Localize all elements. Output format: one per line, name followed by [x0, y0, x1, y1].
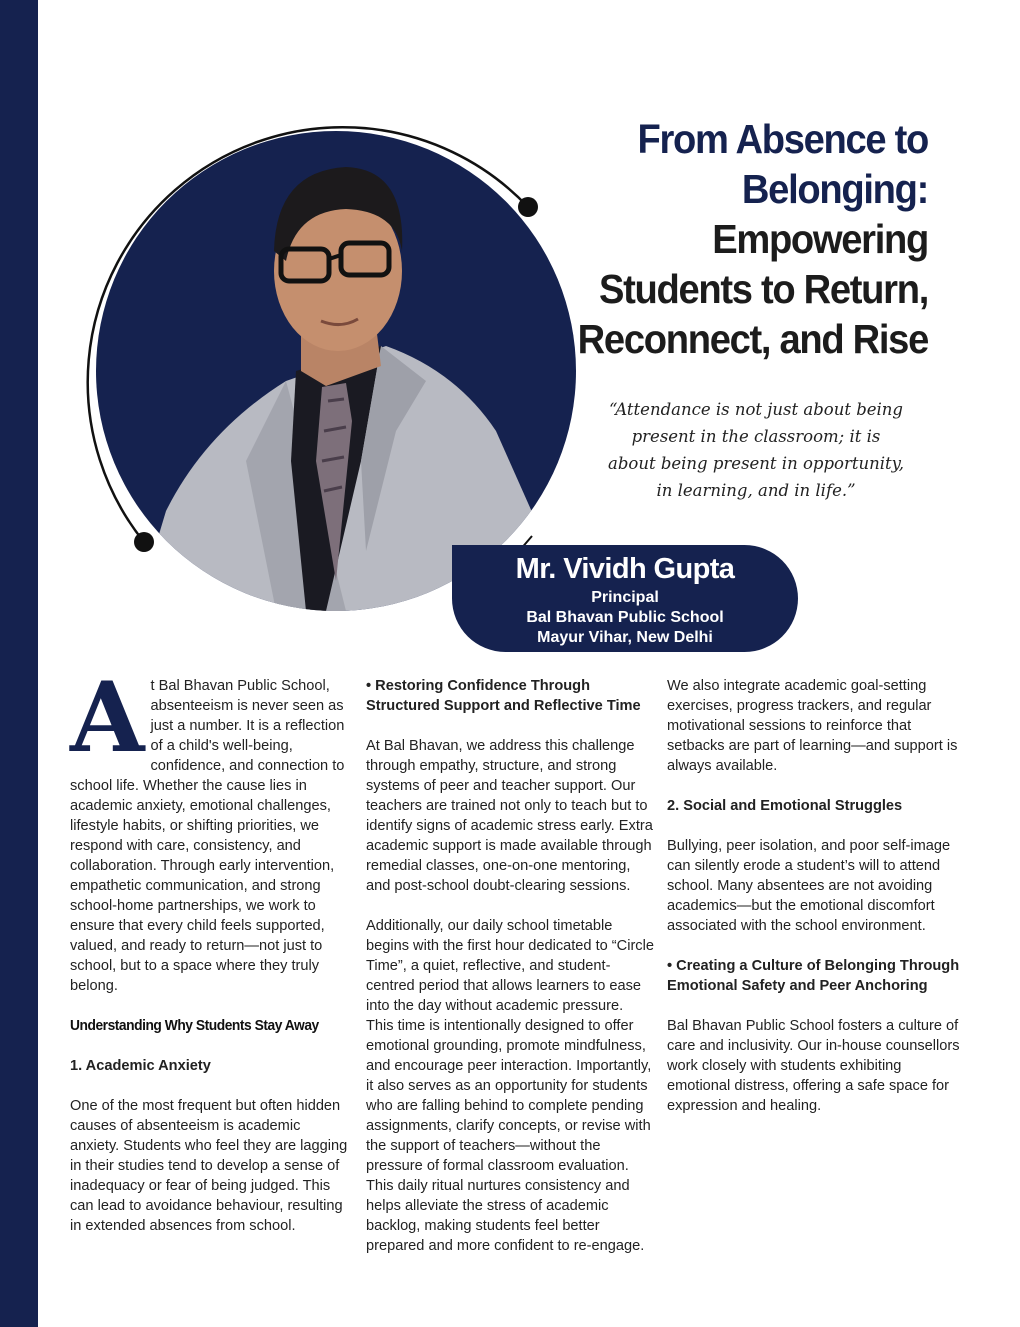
title-line-4: Students to Return,	[598, 266, 928, 312]
paragraph-culture-of-belonging: Bal Bhavan Public School fosters a culture of care and inclusivity. Our in-house counsellors work closely with students exhibiting emotional distress, offering a safe space for expression and healing.	[667, 1018, 960, 1114]
title-line-2: Belonging:	[741, 166, 928, 212]
pull-quote: “Attendance is not just about being present in the classroom; it is about being present in opportunity, in learning, and in life.”	[607, 400, 905, 500]
side-accent-bar	[0, 0, 38, 1327]
article-column-2	[366, 676, 654, 1276]
profile-location: Mayur Vihar, New Delhi	[537, 629, 713, 646]
paragraph-goal-setting: We also integrate academic goal-setting exercises, progress trackers, and regular motivational sessions to reinforce that setbacks are part of learning—and support is always available.	[667, 678, 958, 774]
title-line-3: Empowering	[712, 216, 928, 262]
principal-portrait	[96, 131, 576, 611]
paragraph-circle-time: Additionally, our daily school timetable begins with the first hour dedicated to “Circle Time”, a quiet, reflective, and student-centred period that allows learners to ease into the day without academic pressure. This time is intentionally designed to offer emotional grounding, promote mindfulness, and encourage peer interaction. Importantly, it also serves as an opportunity for students who are falling behind to complete pending assignments, clarify concepts, or revise with the support of teachers—without the pressure of formal classroom evaluation. This daily ritual nurtures consistency and helps alleviate the stress of academic backlog, making students feel better prepared and more confident to re-engage.	[366, 918, 654, 1254]
intro-paragraph	[70, 661, 352, 996]
section-heading: Understanding Why Students Stay Away	[70, 1017, 319, 1034]
heading-restoring-confidence: • Restoring Confidence Through Structured Support and Reflective Time	[366, 678, 641, 714]
profile-school: Bal Bhavan Public School	[526, 609, 724, 626]
heading-social-emotional: 2. Social and Emotional Struggles	[667, 798, 903, 814]
paragraph-bal-bhavan-approach: At Bal Bhavan, we address this challenge through empathy, structure, and strong systems of peer and teacher support. Our teachers are trained not only to teach but to identify signs of academic stress early. Extra academic support is made available through remedial classes, one-on-one mentoring, and post-school doubt-clearing sessions.	[366, 738, 653, 894]
intro-text: t Bal Bhavan Public School, absenteeism is never seen as just a number. It is a reflection of a child's well-being, confidence, and connection to school life. Whether the cause lies in academic anxiety, emotional challenges, lifestyle habits, or shifting priorities, we respond with care, consistency, and collaboration. Through early intervention, empathetic communication, and strong school-home partnerships, we work to ensure that every child feels supported, valued, and ready to return—not just to school, but to a space where they truly belong.	[70, 678, 345, 994]
paragraph-social-emotional: Bullying, peer isolation, and poor self-image can silently erode a student’s will to attend school. Many absentees are not avoiding academics—but the emotional discomfort associated with the school environment.	[667, 838, 951, 934]
title-line-5: Reconnect, and Rise	[577, 316, 928, 362]
profile-role: Principal	[591, 589, 659, 606]
heading-culture-of-belonging: • Creating a Culture of Belonging Through Emotional Safety and Peer Anchoring	[667, 958, 960, 994]
paragraph-academic-anxiety: One of the most frequent but often hidden causes of absenteeism is academic anxiety. Students who feel they are lagging in their studies tend to develop a sense of inadequacy or fear of being judged. This can lead to avoidance behaviour, resulting in extended absences from school.	[70, 1098, 348, 1234]
article-column-3	[667, 676, 963, 1136]
profile-name-card	[452, 545, 798, 652]
article-title	[537, 114, 928, 364]
article-column-1	[70, 661, 352, 1256]
title-line-1: From Absence to	[637, 116, 928, 162]
profile-name: Mr. Vividh Gupta	[515, 553, 735, 585]
drop-cap: A	[70, 661, 145, 774]
heading-academic-anxiety: 1. Academic Anxiety	[70, 1058, 211, 1074]
